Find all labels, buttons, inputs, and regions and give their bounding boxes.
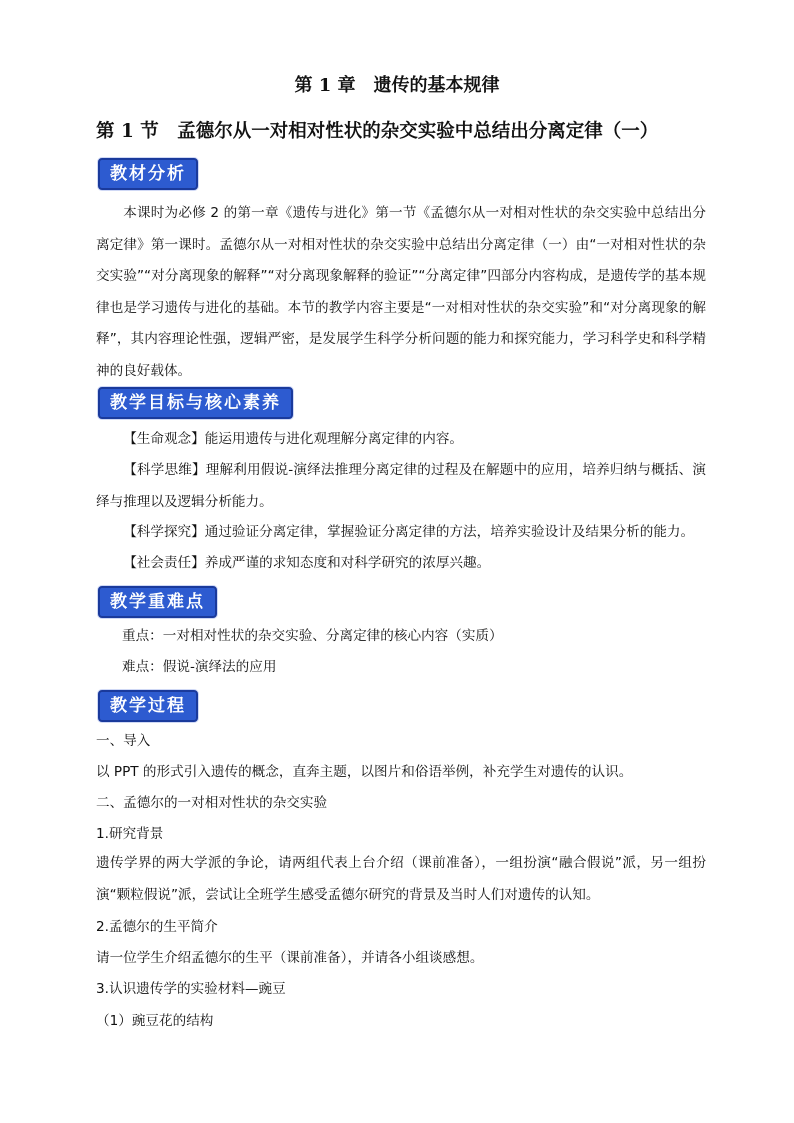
goal-life-concept: 【生命观念】能运用遗传与进化观理解分离定律的内容。 <box>123 431 464 447</box>
process-sub3-title: 3.认识遗传学的实验材料—豌豆 <box>96 981 286 997</box>
chapter-title: 第 1 章 遗传的基本规律 <box>294 75 500 96</box>
goal-scientific-inquiry: 【科学探究】通过验证分离定律，掌握验证分离定律的方法，培养实验设计及结果分析的能力。 <box>123 524 695 540</box>
process-step1-text: 以 PPT 的形式引入遗传的概念，直奔主题，以图片和俗语举例，补充学生对遗传的认识。 <box>96 764 633 780</box>
process-sub1-title: 1.研究背景 <box>96 826 164 842</box>
process-step1-title: 一、导入 <box>96 733 151 749</box>
goal-social-responsibility: 【社会责任】养成严谨的求知态度和对科学研究的浓厚兴趣。 <box>123 555 491 571</box>
process-sub2-text: 请一位学生介绍孟德尔的生平（课前准备），并请各小组谈感想。 <box>96 950 484 966</box>
key-point-focus: 重点：一对相对性状的杂交实验、分离定律的核心内容（实质） <box>122 628 503 644</box>
goal-scientific-thinking: 【科学思维】理解利用假说-演绎法推理分离定律的过程及在解题中的应用，培养归纳与概括、演绎与推理以及逻辑分析能力。 <box>96 462 706 510</box>
key-points-heading-badge: 教学重难点 <box>98 586 217 618</box>
process-heading-badge: 教学过程 <box>98 690 198 722</box>
key-point-difficulty: 难点：假说-演绎法的应用 <box>122 659 277 675</box>
process-step2-title: 二、孟德尔的一对相对性状的杂交实验 <box>96 795 328 811</box>
analysis-paragraph: 本课时为必修 2 的第一章《遗传与进化》第一节《孟德尔从一对相对性状的杂交实验中总结出分离定律》第一课时。孟德尔从一对相对性状的杂交实验中总结出分离定律（一）由“一对相对性状的杂交实验”“对分离现象的解释”“对分离现象解释的验证”“分离定律”四部分内容构成，是遗传学的基本规律也是学习遗传与进化的基础。本节的教学内容主要是“一对相对性状的杂交实验”和“对分离现象的解释”，其内容理论性强，逻辑严密，是发展学生科学分析问题的能力和探究能力，学习科学史和科学精神的良好载体。 <box>96 205 706 379</box>
section-title: 第 1 节 孟德尔从一对相对性状的杂交实验中总结出分离定律（一） <box>96 121 659 142</box>
process-sub1-text: 遗传学界的两大学派的争论，请两组代表上台介绍（课前准备），一组扮演“融合假说”派，另一组扮演“颗粒假说”派，尝试让全班学生感受孟德尔研究的背景及当时人们对遗传的认知。 <box>96 855 706 903</box>
analysis-heading-badge: 教材分析 <box>98 158 198 190</box>
goals-heading-badge: 教学目标与核心素养 <box>98 387 293 419</box>
process-sub2-title: 2.孟德尔的生平简介 <box>96 919 218 935</box>
process-sub3-item1: （1）豌豆花的结构 <box>96 1013 214 1029</box>
